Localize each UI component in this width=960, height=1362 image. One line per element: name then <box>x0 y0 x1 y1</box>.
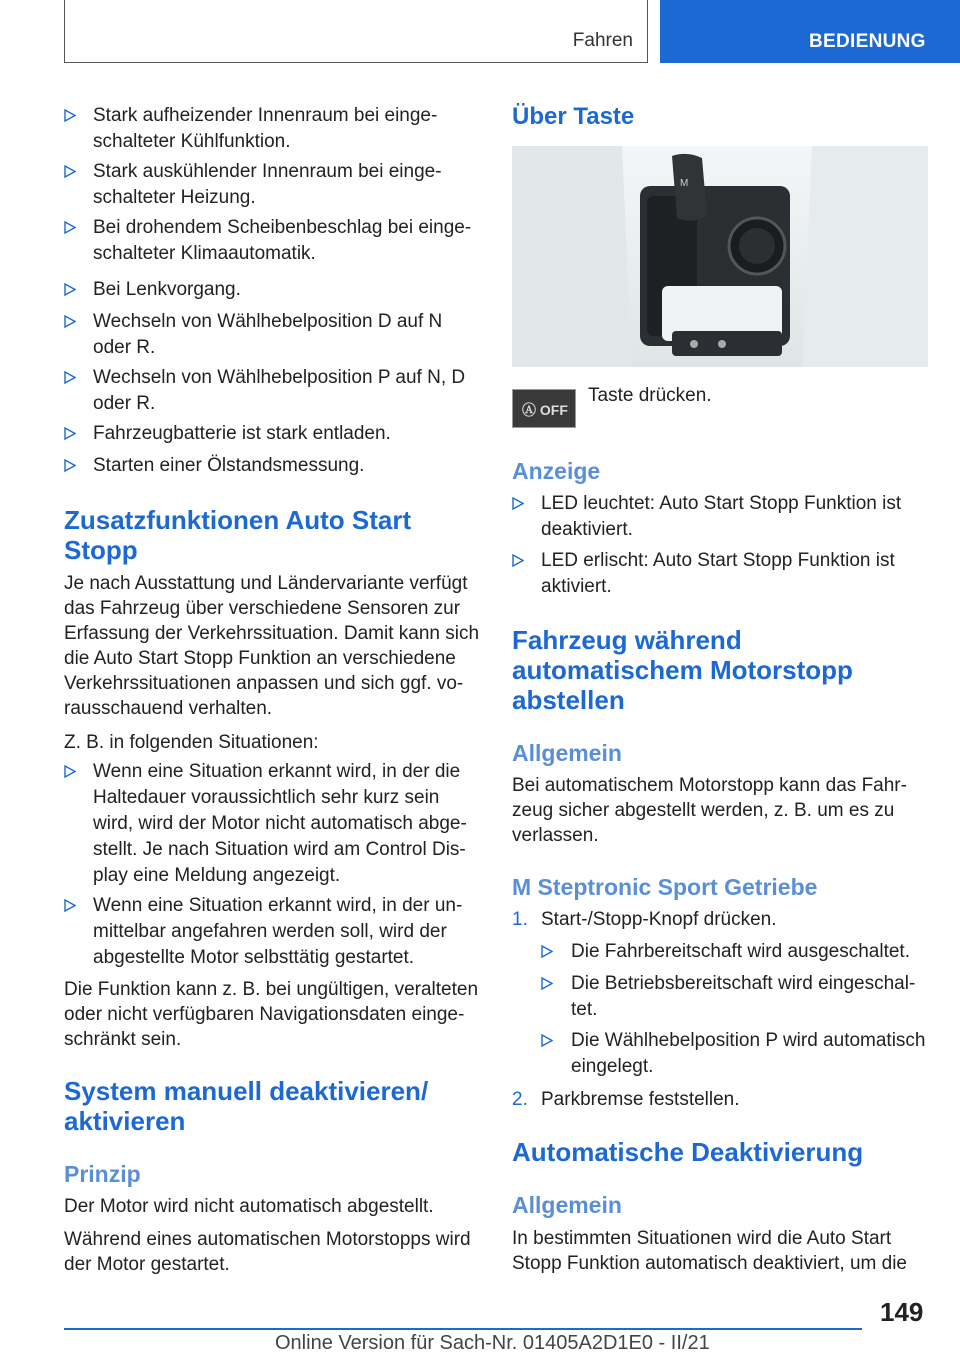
page-number: 149 <box>880 1297 924 1327</box>
bullet-item-line: oder R. <box>93 337 156 358</box>
bullet-item-line: Wenn eine Situation erkannt wird, in der die <box>93 761 461 782</box>
bullet-item <box>541 548 941 600</box>
heading-system-manuell <box>64 1076 484 1136</box>
bullet-item-line: LED erlischt: Auto Start Stopp Funktion ist <box>541 550 895 571</box>
bullet-item-line: aktiviert. <box>541 576 612 597</box>
paragraph-funktion-line: schränkt sein. <box>64 1029 182 1050</box>
paragraph-zb: Z. B. in folgenden Situationen: <box>64 732 319 753</box>
heading-zusatzfunktionen <box>64 505 484 565</box>
heading-automatische-deaktivierung: Automatische Deaktivierung <box>512 1137 864 1167</box>
heading-ueber-taste: Über Taste <box>512 103 635 130</box>
sub-bullet-item <box>571 939 960 965</box>
paragraph-zusatz <box>64 571 484 721</box>
step-number-2: 2. <box>512 1089 528 1110</box>
bullet-item-line: abgestellte Motor selbsttätig gestartet. <box>93 947 415 968</box>
triangle-right-outline-icon <box>512 497 524 512</box>
triangle-right-outline-icon <box>541 1034 553 1049</box>
gear-selector-photo <box>512 146 928 367</box>
heading-fahrzeug-abstellen-line: abstellen <box>512 685 625 715</box>
heading-fahrzeug-abstellen <box>512 625 932 715</box>
triangle-right-outline-icon <box>64 459 76 474</box>
gear-selector-illustration <box>512 146 928 367</box>
step-2-text: Parkbremse feststellen. <box>541 1089 740 1110</box>
bullet-item <box>93 309 493 361</box>
sub-bullet-item-line: Die Betriebsbereitschaft wird eingeschal- <box>571 973 916 994</box>
bullet-item-line: wird, wird der Motor nicht automatisch abge- <box>93 813 467 834</box>
bullet-item <box>93 277 493 303</box>
paragraph-allgemein-1-line: Bei automatischem Motorstopp kann das Fahr- <box>512 775 907 796</box>
bullet-item-line: Wenn eine Situation erkannt wird, in der un- <box>93 895 463 916</box>
bullet-item <box>541 491 941 543</box>
sub-bullet-item-line: eingelegt. <box>571 1056 654 1077</box>
bullet-item <box>93 365 493 417</box>
bullet-item-line: stellt. Je nach Situation wird am Control Dis- <box>93 839 466 860</box>
heading-allgemein-1: Allgemein <box>512 740 622 766</box>
bullet-item <box>93 159 493 211</box>
header-section-box <box>64 0 648 63</box>
bullet-item-line: Stark auskühlender Innenraum bei einge- <box>93 161 442 182</box>
paragraph-prinzip-2 <box>64 1227 484 1277</box>
bullet-item <box>93 421 493 447</box>
triangle-right-outline-icon <box>64 765 76 780</box>
sub-bullet-item <box>571 971 960 1023</box>
paragraph-zusatz-line: Erfassung der Verkehrssituation. Damit kann sich <box>64 623 480 644</box>
paragraph-allgemein-1-line: zeug sicher abgestellt werden, z. B. um es zu <box>512 800 895 821</box>
triangle-right-outline-icon <box>64 315 76 330</box>
triangle-right-outline-icon <box>64 165 76 180</box>
bullet-item-line: mittelbar angefahren werden soll, wird der <box>93 921 447 942</box>
sub-bullet-item-line: tet. <box>571 999 598 1020</box>
bullet-item-line: Haltedauer voraussichtlich sehr kurz sein <box>93 787 440 808</box>
bullet-item-line: LED leuchtet: Auto Start Stopp Funktion ist <box>541 493 902 514</box>
step-number-1: 1. <box>512 909 528 930</box>
heading-prinzip: Prinzip <box>64 1161 141 1187</box>
paragraph-funktion <box>64 977 484 1052</box>
heading-fahrzeug-abstellen-line: Fahrzeug während <box>512 625 742 655</box>
triangle-right-outline-icon <box>64 109 76 124</box>
step-1-text: Start-/Stopp-Knopf drücken. <box>541 909 777 930</box>
bullet-item <box>93 893 493 971</box>
paragraph-prinzip-1: Der Motor wird nicht automatisch abgestellt. <box>64 1196 434 1217</box>
triangle-right-outline-icon <box>541 977 553 992</box>
heading-anzeige: Anzeige <box>512 458 601 484</box>
paragraph-allgemein-1-line: verlassen. <box>512 825 599 846</box>
bullet-item-line: Bei Lenkvorgang. <box>93 279 241 300</box>
triangle-right-outline-icon <box>64 427 76 442</box>
paragraph-prinzip-2-line: Während eines automatischen Motorstopps wird <box>64 1229 471 1250</box>
bullet-item-line: schalteter Heizung. <box>93 187 256 208</box>
auto-start-stop-off-label: Ⓐ OFF <box>522 402 568 418</box>
chapter-title: BEDIENUNG <box>809 31 926 52</box>
sub-bullet-item <box>571 1028 960 1080</box>
bullet-item-line: schalteter Klimaautomatik. <box>93 243 316 264</box>
heading-allgemein-2: Allgemein <box>512 1192 622 1218</box>
paragraph-allgemein-2-line: In bestimmten Situationen wird die Auto Start <box>512 1228 892 1249</box>
bullet-item-line: Starten einer Ölstandsmessung. <box>93 455 365 476</box>
triangle-right-outline-icon <box>64 221 76 236</box>
triangle-right-outline-icon <box>64 283 76 298</box>
heading-fahrzeug-abstellen-line: automatischem Motorstopp <box>512 655 853 685</box>
sub-bullet-item-line: Die Wählhebelposition P wird automatisch <box>571 1030 926 1051</box>
heading-zusatzfunktionen-line: Stopp <box>64 535 138 565</box>
bullet-item <box>93 759 493 889</box>
paragraph-zusatz-line: rausschauend verhalten. <box>64 698 273 719</box>
auto-start-stop-off-icon <box>512 389 576 428</box>
bullet-item-line: deaktiviert. <box>541 519 633 540</box>
bullet-item-line: Fahrzeugbatterie ist stark entladen. <box>93 423 391 444</box>
paragraph-funktion-line: oder nicht verfügbaren Navigationsdaten einge- <box>64 1004 465 1025</box>
heading-steptronic: M Steptronic Sport Getriebe <box>512 874 818 900</box>
paragraph-zusatz-line: das Fahrzeug über verschiedene Sensoren zur <box>64 598 461 619</box>
chapter-tab[interactable] <box>660 0 960 63</box>
footer-text: Online Version für Sach-Nr. 01405A2D1E0 - II/21 <box>275 1332 710 1354</box>
triangle-right-outline-icon <box>64 899 76 914</box>
bullet-item-line: Wechseln von Wählhebelposition D auf N <box>93 311 443 332</box>
taste-druecken-text: Taste drücken. <box>588 385 712 406</box>
heading-system-manuell-line: aktivieren <box>64 1106 186 1136</box>
paragraph-zusatz-line: die Auto Start Stopp Funktion an verschiedene <box>64 648 456 669</box>
heading-system-manuell-line: System manuell deaktivieren/ <box>64 1076 429 1106</box>
bullet-item-line: Bei drohendem Scheibenbeschlag bei einge- <box>93 217 472 238</box>
footer-divider <box>64 1328 862 1330</box>
paragraph-prinzip-2-line: der Motor gestartet. <box>64 1254 230 1275</box>
heading-zusatzfunktionen-line: Zusatzfunktionen Auto Start <box>64 505 412 535</box>
bullet-item-line: Wechseln von Wählhebelposition P auf N, D <box>93 367 466 388</box>
triangle-right-outline-icon <box>541 945 553 960</box>
bullet-item-line: play eine Meldung angezeigt. <box>93 865 341 886</box>
svg-text:M: M <box>680 178 689 189</box>
paragraph-funktion-line: Die Funktion kann z. B. bei ungültigen, veralteten <box>64 979 479 1000</box>
bullet-item-line: oder R. <box>93 393 156 414</box>
section-title: Fahren <box>572 30 633 51</box>
paragraph-allgemein-1 <box>512 773 932 848</box>
bullet-item-line: schalteter Kühlfunktion. <box>93 131 291 152</box>
bullet-item <box>93 103 493 155</box>
bullet-item <box>93 453 493 479</box>
triangle-right-outline-icon <box>512 554 524 569</box>
triangle-right-outline-icon <box>64 371 76 386</box>
bullet-item <box>93 215 493 267</box>
paragraph-zusatz-line: Verkehrssituationen anpassen und sich ggf. vo- <box>64 673 464 694</box>
paragraph-zusatz-line: Je nach Ausstattung und Ländervariante verfügt <box>64 573 468 594</box>
paragraph-allgemein-2-line: Stopp Funktion automatisch deaktiviert, um die <box>512 1253 907 1274</box>
paragraph-allgemein-2 <box>512 1226 932 1276</box>
sub-bullet-item-line: Die Fahrbereitschaft wird ausgeschaltet. <box>571 941 910 962</box>
bullet-item-line: Stark aufheizender Innenraum bei einge- <box>93 105 438 126</box>
